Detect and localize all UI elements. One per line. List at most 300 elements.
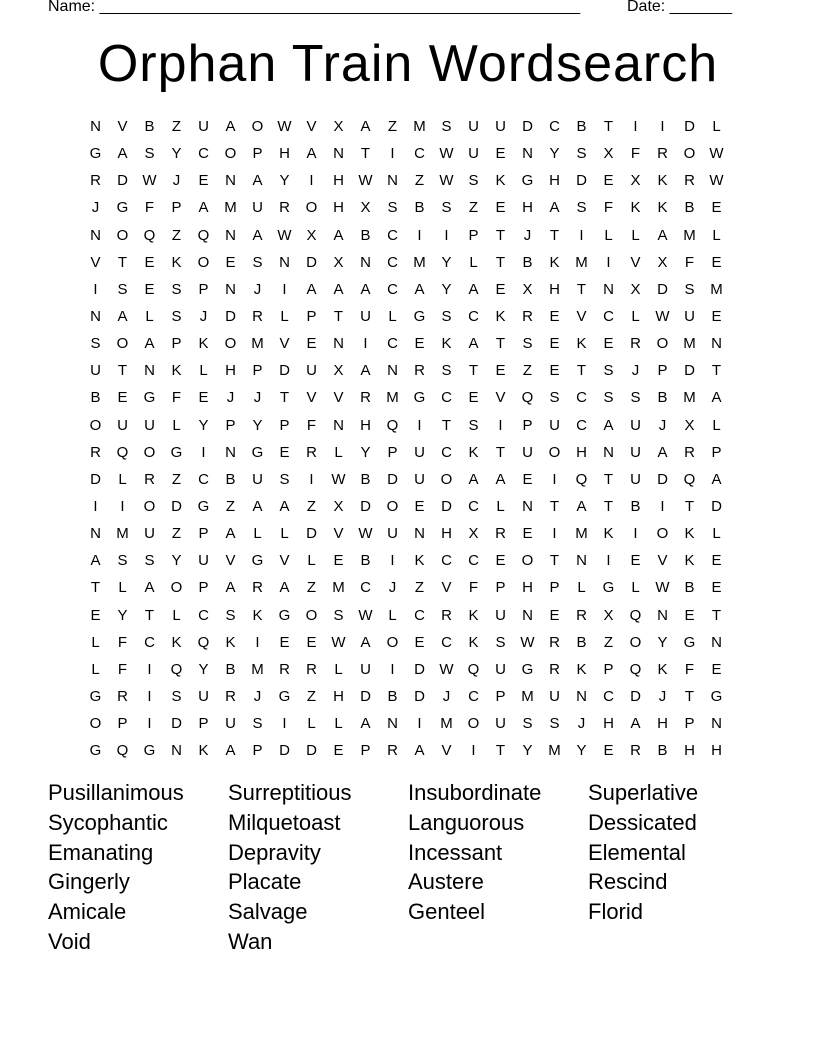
grid-letter[interactable]: H xyxy=(279,145,290,163)
grid-letter[interactable]: G xyxy=(521,172,534,190)
grid-letter[interactable]: C xyxy=(441,389,452,407)
grid-letter[interactable]: K xyxy=(414,552,425,570)
grid-letter[interactable]: N xyxy=(225,280,236,298)
grid-letter[interactable]: H xyxy=(657,715,668,733)
grid-letter[interactable]: L xyxy=(91,633,100,651)
grid-letter[interactable]: L xyxy=(388,308,397,326)
grid-letter[interactable]: E xyxy=(711,552,722,570)
grid-letter[interactable]: G xyxy=(602,579,615,597)
grid-letter[interactable]: D xyxy=(279,742,290,760)
grid-letter[interactable]: A xyxy=(225,579,236,597)
grid-letter[interactable]: V xyxy=(90,253,101,271)
grid-letter[interactable]: A xyxy=(468,280,479,298)
grid-letter[interactable]: O xyxy=(224,335,237,353)
grid-letter[interactable]: V xyxy=(225,552,236,570)
grid-letter[interactable]: F xyxy=(603,199,614,217)
grid-letter[interactable]: V xyxy=(576,308,587,326)
grid-letter[interactable]: C xyxy=(441,552,452,570)
grid-letter[interactable]: D xyxy=(414,660,425,678)
grid-letter[interactable]: N xyxy=(657,606,668,624)
grid-letter[interactable]: I xyxy=(282,280,287,298)
grid-letter[interactable]: L xyxy=(280,525,289,543)
grid-letter[interactable]: E xyxy=(198,172,209,190)
grid-letter[interactable]: U xyxy=(252,199,263,217)
grid-letter[interactable]: L xyxy=(307,715,316,733)
grid-letter[interactable]: A xyxy=(360,633,371,651)
grid-letter[interactable]: S xyxy=(522,335,533,353)
grid-letter[interactable]: M xyxy=(440,715,453,733)
grid-letter[interactable]: I xyxy=(147,660,152,678)
grid-letter[interactable]: V xyxy=(306,118,317,136)
grid-letter[interactable]: K xyxy=(630,199,641,217)
grid-letter[interactable]: C xyxy=(198,606,209,624)
grid-letter[interactable]: I xyxy=(390,145,395,163)
grid-letter[interactable]: U xyxy=(468,145,479,163)
grid-letter[interactable]: E xyxy=(549,335,560,353)
grid-letter[interactable]: V xyxy=(657,552,668,570)
grid-letter[interactable]: A xyxy=(333,226,344,244)
grid-letter[interactable]: X xyxy=(333,118,344,136)
grid-letter[interactable]: U xyxy=(414,443,425,461)
grid-letter[interactable]: L xyxy=(712,226,721,244)
grid-letter[interactable]: A xyxy=(306,145,317,163)
grid-letter[interactable]: A xyxy=(360,362,371,380)
grid-letter[interactable]: F xyxy=(144,199,155,217)
grid-letter[interactable]: O xyxy=(386,633,399,651)
grid-letter[interactable]: B xyxy=(360,552,371,570)
grid-letter[interactable]: L xyxy=(577,579,586,597)
grid-letter[interactable]: K xyxy=(576,335,587,353)
grid-letter[interactable]: E xyxy=(225,253,236,271)
grid-letter[interactable]: S xyxy=(576,199,587,217)
grid-letter[interactable]: W xyxy=(142,172,157,190)
grid-letter[interactable]: R xyxy=(441,606,452,624)
grid-letter[interactable]: U xyxy=(198,118,209,136)
grid-letter[interactable]: P xyxy=(495,579,506,597)
grid-letter[interactable]: K xyxy=(603,525,614,543)
grid-letter[interactable]: A xyxy=(225,742,236,760)
grid-letter[interactable]: E xyxy=(711,660,722,678)
grid-letter[interactable]: S xyxy=(279,470,290,488)
grid-letter[interactable]: Z xyxy=(171,470,182,488)
grid-letter[interactable]: L xyxy=(388,606,397,624)
grid-letter[interactable]: K xyxy=(657,199,668,217)
grid-letter[interactable]: R xyxy=(252,579,263,597)
grid-letter[interactable]: S xyxy=(144,145,155,163)
grid-letter[interactable]: J xyxy=(658,416,667,434)
grid-letter[interactable]: N xyxy=(279,253,290,271)
grid-letter[interactable]: L xyxy=(712,525,721,543)
grid-letter[interactable]: P xyxy=(306,308,317,326)
grid-letter[interactable]: E xyxy=(495,280,506,298)
grid-letter[interactable]: C xyxy=(468,688,479,706)
grid-letter[interactable]: I xyxy=(255,633,260,651)
grid-letter[interactable]: S xyxy=(549,715,560,733)
grid-letter[interactable]: C xyxy=(387,280,398,298)
grid-letter[interactable]: U xyxy=(90,362,101,380)
grid-letter[interactable]: U xyxy=(252,470,263,488)
grid-letter[interactable]: N xyxy=(90,308,101,326)
grid-letter[interactable]: H xyxy=(522,199,533,217)
grid-letter[interactable]: W xyxy=(358,172,373,190)
grid-letter[interactable]: C xyxy=(468,308,479,326)
grid-letter[interactable]: L xyxy=(307,552,316,570)
name-field[interactable]: Name: ______________________________________________________ xyxy=(48,0,581,15)
grid-letter[interactable]: T xyxy=(117,362,128,380)
grid-letter[interactable]: U xyxy=(198,688,209,706)
grid-letter[interactable]: U xyxy=(630,470,641,488)
grid-letter[interactable]: S xyxy=(522,715,533,733)
grid-letter[interactable]: Y xyxy=(576,742,587,760)
grid-letter[interactable]: I xyxy=(606,253,611,271)
grid-letter[interactable]: O xyxy=(548,443,561,461)
grid-letter[interactable]: B xyxy=(684,579,695,597)
grid-letter[interactable]: R xyxy=(360,389,371,407)
grid-letter[interactable]: M xyxy=(251,335,264,353)
grid-letter[interactable]: S xyxy=(117,552,128,570)
grid-letter[interactable]: E xyxy=(549,308,560,326)
grid-letter[interactable]: E xyxy=(333,552,344,570)
grid-letter[interactable]: D xyxy=(522,118,533,136)
grid-letter[interactable]: D xyxy=(90,470,101,488)
grid-letter[interactable]: A xyxy=(333,280,344,298)
grid-letter[interactable]: O xyxy=(629,633,642,651)
grid-letter[interactable]: O xyxy=(683,145,696,163)
grid-letter[interactable]: V xyxy=(630,253,641,271)
grid-letter[interactable]: Q xyxy=(143,226,156,244)
grid-letter[interactable]: C xyxy=(603,308,614,326)
grid-letter[interactable]: K xyxy=(684,525,695,543)
grid-letter[interactable]: H xyxy=(441,525,452,543)
grid-letter[interactable]: T xyxy=(495,226,506,244)
grid-letter[interactable]: U xyxy=(468,118,479,136)
grid-letter[interactable]: J xyxy=(577,715,586,733)
grid-letter[interactable]: R xyxy=(495,525,506,543)
grid-letter[interactable]: M xyxy=(251,660,264,678)
grid-letter[interactable]: E xyxy=(711,308,722,326)
grid-letter[interactable]: I xyxy=(660,118,665,136)
grid-letter[interactable]: O xyxy=(521,552,534,570)
grid-letter[interactable]: J xyxy=(172,172,181,190)
grid-letter[interactable]: O xyxy=(386,498,399,516)
grid-letter[interactable]: C xyxy=(360,579,371,597)
grid-letter[interactable]: M xyxy=(386,389,399,407)
grid-letter[interactable]: G xyxy=(413,389,426,407)
grid-letter[interactable]: R xyxy=(279,660,290,678)
grid-letter[interactable]: W xyxy=(439,145,454,163)
grid-letter[interactable]: D xyxy=(306,253,317,271)
grid-letter[interactable]: U xyxy=(630,416,641,434)
grid-letter[interactable]: D xyxy=(360,688,371,706)
grid-letter[interactable]: D xyxy=(414,688,425,706)
grid-letter[interactable]: M xyxy=(575,253,588,271)
grid-letter[interactable]: I xyxy=(606,552,611,570)
grid-letter[interactable]: H xyxy=(522,579,533,597)
grid-letter[interactable]: T xyxy=(711,606,722,624)
grid-letter[interactable]: C xyxy=(441,633,452,651)
grid-letter[interactable]: M xyxy=(683,226,696,244)
grid-letter[interactable]: L xyxy=(118,470,127,488)
grid-letter[interactable]: I xyxy=(417,416,422,434)
grid-letter[interactable]: H xyxy=(711,742,722,760)
grid-letter[interactable]: B xyxy=(657,742,668,760)
grid-letter[interactable]: O xyxy=(89,715,102,733)
grid-letter[interactable]: X xyxy=(333,362,344,380)
grid-letter[interactable]: I xyxy=(363,335,368,353)
grid-letter[interactable]: E xyxy=(468,389,479,407)
grid-letter[interactable]: G xyxy=(89,145,102,163)
grid-letter[interactable]: A xyxy=(549,199,560,217)
grid-letter[interactable]: S xyxy=(468,416,479,434)
grid-letter[interactable]: G xyxy=(251,552,264,570)
grid-letter[interactable]: F xyxy=(684,253,695,271)
grid-letter[interactable]: H xyxy=(360,416,371,434)
grid-letter[interactable]: N xyxy=(387,715,398,733)
grid-letter[interactable]: D xyxy=(657,470,668,488)
grid-letter[interactable]: B xyxy=(225,470,236,488)
grid-letter[interactable]: D xyxy=(657,280,668,298)
grid-letter[interactable]: I xyxy=(147,715,152,733)
grid-letter[interactable]: E xyxy=(495,199,506,217)
grid-letter[interactable]: I xyxy=(633,118,638,136)
grid-letter[interactable]: B xyxy=(225,660,236,678)
grid-letter[interactable]: S xyxy=(117,280,128,298)
grid-letter[interactable]: G xyxy=(116,199,129,217)
grid-letter[interactable]: C xyxy=(603,688,614,706)
date-field[interactable]: Date: _______ xyxy=(627,0,732,15)
grid-letter[interactable]: I xyxy=(444,226,449,244)
grid-letter[interactable]: U xyxy=(549,416,560,434)
grid-letter[interactable]: U xyxy=(144,525,155,543)
grid-letter[interactable]: D xyxy=(117,172,128,190)
grid-letter[interactable]: W xyxy=(331,633,346,651)
grid-letter[interactable]: T xyxy=(603,498,614,516)
grid-letter[interactable]: K xyxy=(171,633,182,651)
grid-letter[interactable]: D xyxy=(630,688,641,706)
grid-letter[interactable]: P xyxy=(684,715,695,733)
grid-letter[interactable]: I xyxy=(498,416,503,434)
grid-letter[interactable]: X xyxy=(522,280,533,298)
grid-letter[interactable]: C xyxy=(414,606,425,624)
grid-letter[interactable]: K xyxy=(171,253,182,271)
grid-letter[interactable]: O xyxy=(224,145,237,163)
grid-letter[interactable]: N xyxy=(171,742,182,760)
grid-letter[interactable]: L xyxy=(334,715,343,733)
grid-letter[interactable]: A xyxy=(90,552,101,570)
grid-letter[interactable]: H xyxy=(684,742,695,760)
grid-letter[interactable]: P xyxy=(117,715,128,733)
grid-letter[interactable]: A xyxy=(360,280,371,298)
grid-letter[interactable]: J xyxy=(253,280,262,298)
grid-letter[interactable]: K xyxy=(495,172,506,190)
grid-letter[interactable]: K xyxy=(225,633,236,651)
grid-letter[interactable]: I xyxy=(390,552,395,570)
grid-letter[interactable]: H xyxy=(333,199,344,217)
grid-letter[interactable]: J xyxy=(442,688,451,706)
grid-letter[interactable]: T xyxy=(279,389,290,407)
grid-letter[interactable]: Z xyxy=(171,226,182,244)
grid-letter[interactable]: K xyxy=(171,362,182,380)
grid-letter[interactable]: K xyxy=(657,172,668,190)
grid-letter[interactable]: B xyxy=(630,498,641,516)
grid-letter[interactable]: U xyxy=(198,552,209,570)
grid-letter[interactable]: M xyxy=(224,199,237,217)
grid-letter[interactable]: Y xyxy=(522,742,533,760)
grid-letter[interactable]: V xyxy=(306,389,317,407)
grid-letter[interactable]: R xyxy=(306,660,317,678)
grid-letter[interactable]: D xyxy=(225,308,236,326)
grid-letter[interactable]: U xyxy=(549,688,560,706)
grid-letter[interactable]: W xyxy=(439,172,454,190)
grid-letter[interactable]: D xyxy=(711,498,722,516)
grid-letter[interactable]: D xyxy=(171,498,182,516)
grid-letter[interactable]: B xyxy=(414,199,425,217)
grid-letter[interactable]: E xyxy=(144,253,155,271)
grid-letter[interactable]: E xyxy=(711,199,722,217)
grid-letter[interactable]: Q xyxy=(197,226,210,244)
grid-letter[interactable]: M xyxy=(413,118,426,136)
grid-letter[interactable]: E xyxy=(333,742,344,760)
grid-letter[interactable]: R xyxy=(252,308,263,326)
grid-letter[interactable]: Z xyxy=(603,633,614,651)
grid-letter[interactable]: O xyxy=(197,253,210,271)
grid-letter[interactable]: S xyxy=(441,199,452,217)
grid-letter[interactable]: U xyxy=(360,660,371,678)
grid-letter[interactable]: Q xyxy=(116,443,129,461)
grid-letter[interactable]: B xyxy=(360,470,371,488)
grid-letter[interactable]: T xyxy=(576,362,587,380)
grid-letter[interactable]: D xyxy=(306,525,317,543)
grid-letter[interactable]: D xyxy=(576,172,587,190)
grid-letter[interactable]: C xyxy=(468,552,479,570)
grid-letter[interactable]: N xyxy=(711,715,722,733)
grid-letter[interactable]: A xyxy=(144,579,155,597)
grid-letter[interactable]: N xyxy=(522,498,533,516)
grid-letter[interactable]: B xyxy=(684,199,695,217)
grid-letter[interactable]: E xyxy=(495,362,506,380)
grid-letter[interactable]: O xyxy=(656,335,669,353)
grid-letter[interactable]: P xyxy=(522,416,533,434)
grid-letter[interactable]: A xyxy=(468,335,479,353)
grid-letter[interactable]: W xyxy=(277,118,292,136)
grid-letter[interactable]: U xyxy=(144,416,155,434)
grid-letter[interactable]: L xyxy=(118,579,127,597)
grid-letter[interactable]: C xyxy=(576,389,587,407)
grid-letter[interactable]: K xyxy=(441,335,452,353)
grid-letter[interactable]: F xyxy=(468,579,479,597)
grid-letter[interactable]: T xyxy=(684,498,695,516)
grid-letter[interactable]: P xyxy=(279,416,290,434)
grid-letter[interactable]: K xyxy=(495,308,506,326)
grid-letter[interactable]: H xyxy=(549,280,560,298)
grid-letter[interactable]: N xyxy=(333,416,344,434)
grid-letter[interactable]: G xyxy=(143,389,156,407)
grid-letter[interactable]: U xyxy=(387,525,398,543)
grid-letter[interactable]: Z xyxy=(522,362,533,380)
grid-letter[interactable]: D xyxy=(171,715,182,733)
grid-letter[interactable]: N xyxy=(603,280,614,298)
grid-letter[interactable]: A xyxy=(306,280,317,298)
grid-letter[interactable]: V xyxy=(117,118,128,136)
grid-letter[interactable]: A xyxy=(603,416,614,434)
grid-letter[interactable]: I xyxy=(147,688,152,706)
grid-letter[interactable]: N xyxy=(711,633,722,651)
grid-letter[interactable]: E xyxy=(306,633,317,651)
grid-letter[interactable]: N xyxy=(414,525,425,543)
grid-letter[interactable]: E xyxy=(414,633,425,651)
grid-letter[interactable]: F xyxy=(306,416,317,434)
grid-letter[interactable]: X xyxy=(468,525,479,543)
grid-letter[interactable]: V xyxy=(441,742,452,760)
grid-letter[interactable]: S xyxy=(252,715,263,733)
grid-letter[interactable]: C xyxy=(441,443,452,461)
grid-letter[interactable]: N xyxy=(603,443,614,461)
grid-letter[interactable]: O xyxy=(116,226,129,244)
grid-letter[interactable]: V xyxy=(333,389,344,407)
grid-letter[interactable]: I xyxy=(390,660,395,678)
grid-letter[interactable]: Q xyxy=(629,606,642,624)
grid-letter[interactable]: R xyxy=(630,335,641,353)
grid-letter[interactable]: C xyxy=(198,470,209,488)
grid-letter[interactable]: L xyxy=(631,226,640,244)
grid-letter[interactable]: Z xyxy=(468,199,479,217)
grid-letter[interactable]: Y xyxy=(441,280,452,298)
grid-letter[interactable]: M xyxy=(683,335,696,353)
grid-letter[interactable]: S xyxy=(252,253,263,271)
grid-letter[interactable]: L xyxy=(631,579,640,597)
grid-letter[interactable]: O xyxy=(89,416,102,434)
grid-letter[interactable]: S xyxy=(495,633,506,651)
grid-letter[interactable]: K xyxy=(549,253,560,271)
grid-letter[interactable]: N xyxy=(90,226,101,244)
grid-letter[interactable]: R xyxy=(306,443,317,461)
grid-letter[interactable]: N xyxy=(333,335,344,353)
grid-letter[interactable]: K xyxy=(468,606,479,624)
grid-letter[interactable]: B xyxy=(576,633,587,651)
grid-letter[interactable]: Y xyxy=(117,606,128,624)
grid-letter[interactable]: Z xyxy=(387,118,398,136)
grid-letter[interactable]: X xyxy=(630,280,641,298)
grid-letter[interactable]: A xyxy=(414,280,425,298)
grid-letter[interactable]: R xyxy=(657,145,668,163)
grid-letter[interactable]: A xyxy=(495,470,506,488)
grid-letter[interactable]: R xyxy=(90,172,101,190)
grid-letter[interactable]: C xyxy=(549,118,560,136)
grid-letter[interactable]: E xyxy=(522,470,533,488)
grid-letter[interactable]: K xyxy=(576,660,587,678)
grid-letter[interactable]: X xyxy=(333,253,344,271)
grid-letter[interactable]: J xyxy=(253,389,262,407)
grid-letter[interactable]: O xyxy=(170,579,183,597)
grid-letter[interactable]: T xyxy=(495,253,506,271)
grid-letter[interactable]: U xyxy=(522,443,533,461)
grid-letter[interactable]: D xyxy=(684,362,695,380)
grid-letter[interactable]: Z xyxy=(306,688,317,706)
grid-letter[interactable]: A xyxy=(468,470,479,488)
grid-letter[interactable]: Z xyxy=(306,579,317,597)
grid-letter[interactable]: X xyxy=(360,199,371,217)
grid-letter[interactable]: A xyxy=(279,579,290,597)
grid-letter[interactable]: A xyxy=(657,443,668,461)
grid-letter[interactable]: Z xyxy=(414,579,425,597)
grid-letter[interactable]: U xyxy=(630,443,641,461)
grid-letter[interactable]: A xyxy=(252,498,263,516)
grid-letter[interactable]: T xyxy=(495,335,506,353)
grid-letter[interactable]: E xyxy=(711,253,722,271)
grid-letter[interactable]: I xyxy=(417,226,422,244)
grid-letter[interactable]: L xyxy=(604,226,613,244)
grid-letter[interactable]: R xyxy=(90,443,101,461)
